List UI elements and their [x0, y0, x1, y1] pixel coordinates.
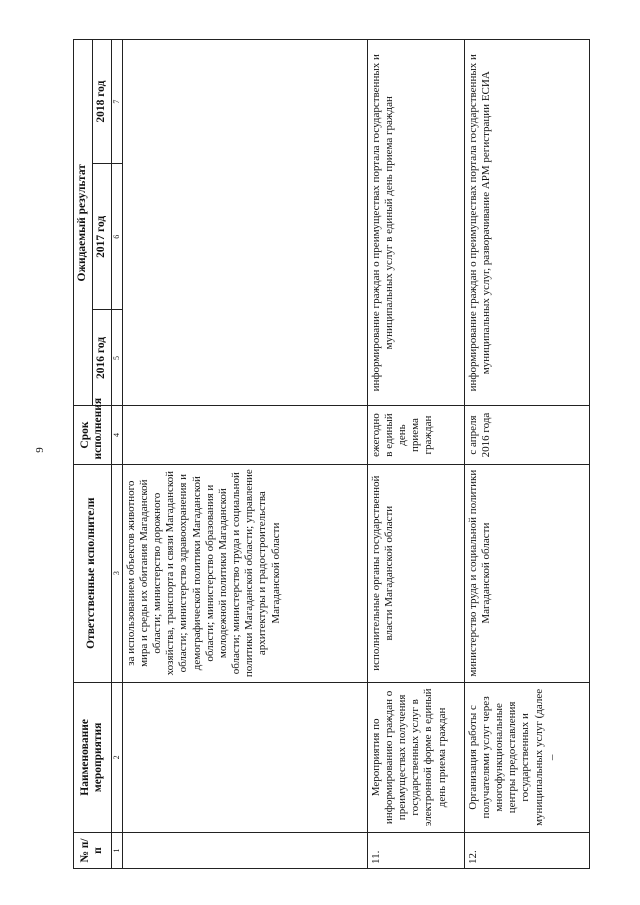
header-2018: 2018 год — [92, 40, 111, 164]
header-2016: 2016 год — [92, 310, 111, 406]
table-row — [464, 40, 589, 869]
col-number: 6 — [111, 164, 122, 310]
col-number: 2 — [111, 682, 122, 832]
row-name: Мероприятия по информированию граждан о преимуществах получения государственных услуг в электронной форме в единый день приема граждан — [367, 682, 464, 832]
table-row — [122, 40, 367, 869]
activities-table — [73, 39, 590, 869]
header-num: № п/п — [74, 832, 112, 868]
table-row — [367, 40, 464, 869]
col-number: 4 — [111, 406, 122, 464]
document-table-wrapper — [73, 39, 598, 869]
col-number: 5 — [111, 310, 122, 406]
row-responsible: исполнительные органы государственной власти Магаданской области — [367, 464, 464, 682]
row-deadline — [122, 406, 367, 464]
col-number: 3 — [111, 464, 122, 682]
header-2017: 2017 год — [92, 164, 111, 310]
header-deadline: Срок исполнения — [74, 406, 112, 464]
row-name: Организация работы с получателями услуг через многофункциональные центры предоставления государственных и муниципальных услуг (далее – — [464, 682, 589, 832]
row-responsible: министерство труда и социальной политики Магаданской области — [464, 464, 589, 682]
header-responsible: Ответственные исполнители — [74, 464, 112, 682]
row-deadline: ежегодно в единый день приема граждан — [367, 406, 464, 464]
header-expected: Ожидаемый результат — [74, 40, 93, 406]
row-num: 11. — [367, 832, 464, 868]
row-num — [122, 832, 367, 868]
page-number: 9 — [34, 447, 46, 453]
col-number: 7 — [111, 40, 122, 164]
row-name — [122, 682, 367, 832]
row-result: информирование граждан о преимуществах портала государственных и муниципальных услуг, разворачивание АРМ регистрации ЕСИА — [464, 40, 589, 406]
row-result: информирование граждан о преимуществах портала государственных и муниципальных услуг в единый день приема граждан — [367, 40, 464, 406]
header-row — [74, 40, 93, 869]
row-responsible: за использованием объектов животного мира и среды их обитания Магаданской области; министерство дорожного хозяйства, транспорта и связи Магаданской области; министерство здравоохранения и демографической политики Магаданской области; министерство образования и молодежной политики Магаданской области; министерство труда и социальной политики Магаданской области; управление архитектуры и градостроительства Магаданской области — [122, 464, 367, 682]
col-number: 1 — [111, 832, 122, 868]
row-deadline: с апреля 2016 года — [464, 406, 589, 464]
row-result — [122, 40, 367, 406]
row-num: 12. — [464, 832, 589, 868]
header-name: Наименование мероприятия — [74, 682, 112, 832]
column-number-row — [111, 40, 122, 869]
